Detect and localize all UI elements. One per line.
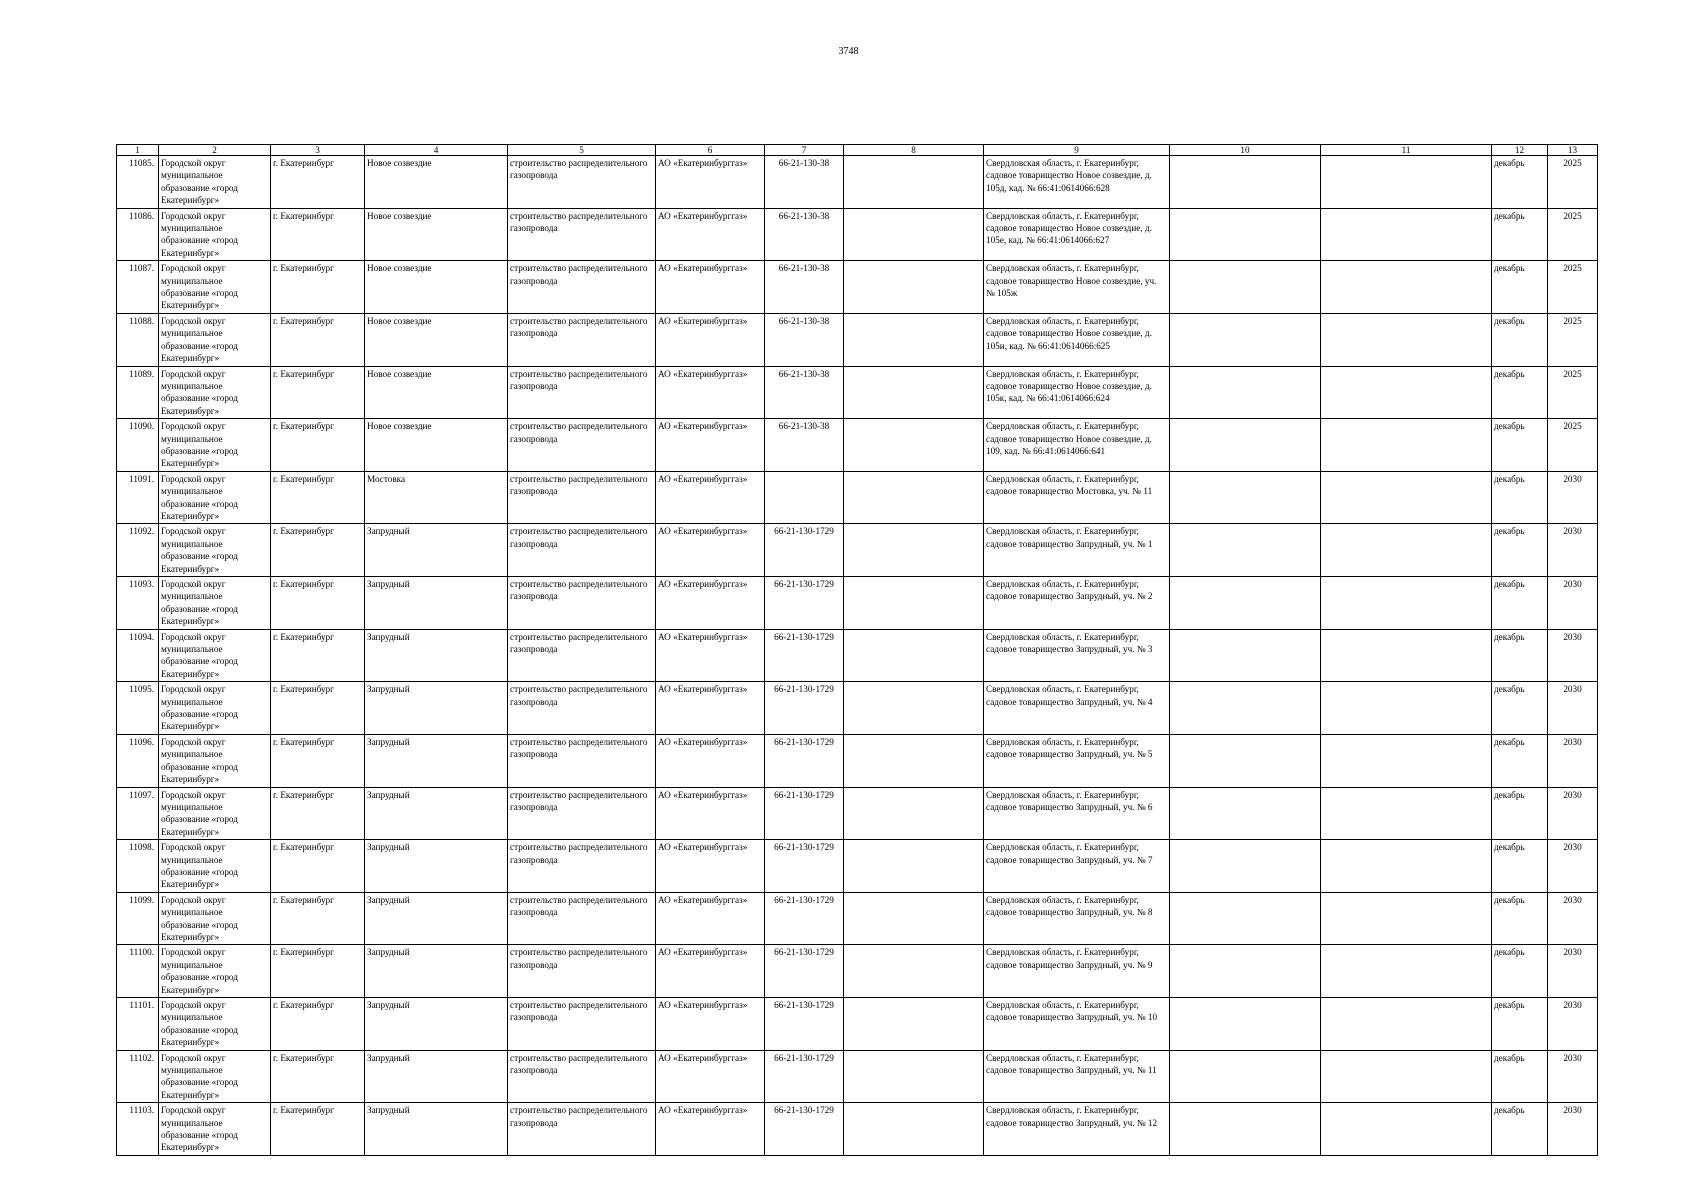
row-number: 11092. [117, 524, 159, 577]
column-8-cell [844, 1103, 984, 1156]
column-11-cell [1321, 1103, 1492, 1156]
city-cell: г. Екатеринбург [271, 787, 365, 840]
month-cell: декабрь [1492, 734, 1548, 787]
organization-cell: АО «Екатеринбурггаз» [656, 998, 765, 1051]
owner-cell: Городской округ муниципальное образование «город Екатеринбург» [159, 471, 271, 524]
work-cell: строительство распределительного газопровода [508, 366, 656, 419]
year-cell: 2030 [1548, 629, 1598, 682]
row-number: 11101. [117, 998, 159, 1051]
address-cell: Свердловская область, г. Екатеринбург, садовое товарищество Запрудный, уч. № 10 [984, 998, 1170, 1051]
column-header: 13 [1548, 145, 1598, 156]
month-cell: декабрь [1492, 471, 1548, 524]
month-cell: декабрь [1492, 998, 1548, 1051]
code-cell: 66-21-130-38 [765, 313, 844, 366]
column-8-cell [844, 313, 984, 366]
year-cell: 2030 [1548, 840, 1598, 893]
month-cell: декабрь [1492, 261, 1548, 314]
table-row [117, 208, 1598, 261]
address-cell: Свердловская область, г. Екатеринбург, садовое товарищество Запрудный, уч. № 3 [984, 629, 1170, 682]
address-cell: Свердловская область, г. Екатеринбург, садовое товарищество Новое созвездие, д. 105и, кад. № 66:41:0614066:625 [984, 313, 1170, 366]
column-header: 11 [1321, 145, 1492, 156]
column-10-cell [1170, 577, 1321, 630]
code-cell: 66-21-130-1729 [765, 734, 844, 787]
work-cell: строительство распределительного газопровода [508, 734, 656, 787]
work-cell: строительство распределительного газопровода [508, 156, 656, 209]
work-cell: строительство распределительного газопровода [508, 1103, 656, 1156]
address-cell: Свердловская область, г. Екатеринбург, садовое товарищество Запрудный, уч. № 9 [984, 945, 1170, 998]
city-cell: г. Екатеринбург [271, 208, 365, 261]
year-cell: 2030 [1548, 682, 1598, 735]
column-10-cell [1170, 1103, 1321, 1156]
year-cell: 2030 [1548, 471, 1598, 524]
work-cell: строительство распределительного газопровода [508, 629, 656, 682]
organization-cell: АО «Екатеринбурггаз» [656, 577, 765, 630]
column-8-cell [844, 998, 984, 1051]
place-cell: Запрудный [365, 945, 508, 998]
organization-cell: АО «Екатеринбурггаз» [656, 261, 765, 314]
place-cell: Новое созвездие [365, 156, 508, 209]
owner-cell: Городской округ муниципальное образование «город Екатеринбург» [159, 208, 271, 261]
organization-cell: АО «Екатеринбурггаз» [656, 1103, 765, 1156]
column-11-cell [1321, 998, 1492, 1051]
code-cell: 66-21-130-38 [765, 208, 844, 261]
code-cell: 66-21-130-1729 [765, 524, 844, 577]
city-cell: г. Екатеринбург [271, 577, 365, 630]
code-cell: 66-21-130-1729 [765, 629, 844, 682]
year-cell: 2030 [1548, 945, 1598, 998]
work-cell: строительство распределительного газопровода [508, 998, 656, 1051]
column-8-cell [844, 629, 984, 682]
place-cell: Новое созвездие [365, 313, 508, 366]
table-row [117, 313, 1598, 366]
work-cell: строительство распределительного газопровода [508, 892, 656, 945]
column-11-cell [1321, 840, 1492, 893]
city-cell: г. Екатеринбург [271, 419, 365, 472]
column-11-cell [1321, 1050, 1492, 1103]
column-10-cell [1170, 840, 1321, 893]
table-row [117, 734, 1598, 787]
work-cell: строительство распределительного газопровода [508, 419, 656, 472]
column-10-cell [1170, 313, 1321, 366]
column-8-cell [844, 366, 984, 419]
month-cell: декабрь [1492, 156, 1548, 209]
column-8-cell [844, 840, 984, 893]
code-cell: 66-21-130-1729 [765, 682, 844, 735]
row-number: 11089. [117, 366, 159, 419]
table-row [117, 524, 1598, 577]
owner-cell: Городской округ муниципальное образование «город Екатеринбург» [159, 682, 271, 735]
address-cell: Свердловская область, г. Екатеринбург, садовое товарищество Новое созвездие, уч. № 105ж [984, 261, 1170, 314]
year-cell: 2025 [1548, 156, 1598, 209]
month-cell: декабрь [1492, 1050, 1548, 1103]
row-number: 11096. [117, 734, 159, 787]
column-8-cell [844, 734, 984, 787]
column-11-cell [1321, 629, 1492, 682]
month-cell: декабрь [1492, 892, 1548, 945]
month-cell: декабрь [1492, 366, 1548, 419]
table-row [117, 261, 1598, 314]
row-number: 11088. [117, 313, 159, 366]
column-11-cell [1321, 156, 1492, 209]
column-8-cell [844, 892, 984, 945]
address-cell: Свердловская область, г. Екатеринбург, садовое товарищество Запрудный, уч. № 2 [984, 577, 1170, 630]
city-cell: г. Екатеринбург [271, 945, 365, 998]
column-8-cell [844, 577, 984, 630]
year-cell: 2030 [1548, 524, 1598, 577]
row-number: 11099. [117, 892, 159, 945]
row-number: 11090. [117, 419, 159, 472]
column-10-cell [1170, 787, 1321, 840]
owner-cell: Городской округ муниципальное образование «город Екатеринбург» [159, 787, 271, 840]
code-cell: 66-21-130-1729 [765, 998, 844, 1051]
owner-cell: Городской округ муниципальное образование «город Екатеринбург» [159, 419, 271, 472]
organization-cell: АО «Екатеринбурггаз» [656, 787, 765, 840]
organization-cell: АО «Екатеринбурггаз» [656, 471, 765, 524]
month-cell: декабрь [1492, 840, 1548, 893]
work-cell: строительство распределительного газопровода [508, 524, 656, 577]
month-cell: декабрь [1492, 208, 1548, 261]
work-cell: строительство распределительного газопровода [508, 840, 656, 893]
address-cell: Свердловская область, г. Екатеринбург, садовое товарищество Запрудный, уч. № 1 [984, 524, 1170, 577]
column-11-cell [1321, 208, 1492, 261]
code-cell: 66-21-130-38 [765, 366, 844, 419]
work-cell: строительство распределительного газопровода [508, 313, 656, 366]
year-cell: 2030 [1548, 892, 1598, 945]
city-cell: г. Екатеринбург [271, 892, 365, 945]
column-11-cell [1321, 524, 1492, 577]
column-header: 12 [1492, 145, 1548, 156]
place-cell: Новое созвездие [365, 208, 508, 261]
column-11-cell [1321, 419, 1492, 472]
work-cell: строительство распределительного газопровода [508, 471, 656, 524]
city-cell: г. Екатеринбург [271, 156, 365, 209]
month-cell: декабрь [1492, 577, 1548, 630]
column-10-cell [1170, 471, 1321, 524]
place-cell: Запрудный [365, 787, 508, 840]
year-cell: 2025 [1548, 313, 1598, 366]
owner-cell: Городской округ муниципальное образование «город Екатеринбург» [159, 629, 271, 682]
city-cell: г. Екатеринбург [271, 629, 365, 682]
organization-cell: АО «Екатеринбурггаз» [656, 734, 765, 787]
row-number: 11098. [117, 840, 159, 893]
row-number: 11102. [117, 1050, 159, 1103]
work-cell: строительство распределительного газопровода [508, 208, 656, 261]
table-row [117, 1050, 1598, 1103]
code-cell: 66-21-130-1729 [765, 892, 844, 945]
year-cell: 2025 [1548, 366, 1598, 419]
row-number: 11095. [117, 682, 159, 735]
column-10-cell [1170, 156, 1321, 209]
table-row [117, 945, 1598, 998]
table-body [117, 156, 1598, 1156]
column-11-cell [1321, 734, 1492, 787]
table-row [117, 156, 1598, 209]
column-header: 4 [365, 145, 508, 156]
row-number: 11094. [117, 629, 159, 682]
place-cell: Запрудный [365, 734, 508, 787]
work-cell: строительство распределительного газопровода [508, 1050, 656, 1103]
owner-cell: Городской округ муниципальное образование «город Екатеринбург» [159, 366, 271, 419]
column-header: 1 [117, 145, 159, 156]
city-cell: г. Екатеринбург [271, 682, 365, 735]
table-row [117, 471, 1598, 524]
owner-cell: Городской округ муниципальное образование «город Екатеринбург» [159, 261, 271, 314]
organization-cell: АО «Екатеринбурггаз» [656, 945, 765, 998]
owner-cell: Городской округ муниципальное образование «город Екатеринбург» [159, 1050, 271, 1103]
city-cell: г. Екатеринбург [271, 734, 365, 787]
row-number: 11087. [117, 261, 159, 314]
row-number: 11103. [117, 1103, 159, 1156]
work-cell: строительство распределительного газопровода [508, 261, 656, 314]
address-cell: Свердловская область, г. Екатеринбург, садовое товарищество Запрудный, уч. № 8 [984, 892, 1170, 945]
city-cell: г. Екатеринбург [271, 471, 365, 524]
code-cell [765, 471, 844, 524]
owner-cell: Городской округ муниципальное образование «город Екатеринбург» [159, 156, 271, 209]
row-number: 11091. [117, 471, 159, 524]
column-8-cell [844, 419, 984, 472]
address-cell: Свердловская область, г. Екатеринбург, садовое товарищество Новое созвездие, д. 109, кад. № 66:41:0614066:641 [984, 419, 1170, 472]
month-cell: декабрь [1492, 787, 1548, 840]
owner-cell: Городской округ муниципальное образование «город Екатеринбург» [159, 892, 271, 945]
work-cell: строительство распределительного газопровода [508, 945, 656, 998]
column-10-cell [1170, 734, 1321, 787]
code-cell: 66-21-130-38 [765, 261, 844, 314]
owner-cell: Городской округ муниципальное образование «город Екатеринбург» [159, 1103, 271, 1156]
work-cell: строительство распределительного газопровода [508, 682, 656, 735]
table-row [117, 787, 1598, 840]
city-cell: г. Екатеринбург [271, 840, 365, 893]
owner-cell: Городской округ муниципальное образование «город Екатеринбург» [159, 998, 271, 1051]
column-10-cell [1170, 998, 1321, 1051]
place-cell: Новое созвездие [365, 419, 508, 472]
month-cell: декабрь [1492, 313, 1548, 366]
column-11-cell [1321, 945, 1492, 998]
column-header: 8 [844, 145, 984, 156]
address-cell: Свердловская область, г. Екатеринбург, садовое товарищество Мостовка, уч. № 11 [984, 471, 1170, 524]
address-cell: Свердловская область, г. Екатеринбург, садовое товарищество Запрудный, уч. № 7 [984, 840, 1170, 893]
column-10-cell [1170, 629, 1321, 682]
organization-cell: АО «Екатеринбурггаз» [656, 1050, 765, 1103]
city-cell: г. Екатеринбург [271, 366, 365, 419]
table-row [117, 1103, 1598, 1156]
owner-cell: Городской округ муниципальное образование «город Екатеринбург» [159, 577, 271, 630]
column-8-cell [844, 471, 984, 524]
column-10-cell [1170, 682, 1321, 735]
year-cell: 2030 [1548, 787, 1598, 840]
address-cell: Свердловская область, г. Екатеринбург, садовое товарищество Новое созвездие, д. 105д, кад. № 66:41:0614066:628 [984, 156, 1170, 209]
column-10-cell [1170, 208, 1321, 261]
place-cell: Запрудный [365, 1050, 508, 1103]
column-10-cell [1170, 1050, 1321, 1103]
organization-cell: АО «Екатеринбурггаз» [656, 156, 765, 209]
organization-cell: АО «Екатеринбурггаз» [656, 208, 765, 261]
column-11-cell [1321, 366, 1492, 419]
owner-cell: Городской округ муниципальное образование «город Екатеринбург» [159, 313, 271, 366]
owner-cell: Городской округ муниципальное образование «город Екатеринбург» [159, 945, 271, 998]
place-cell: Запрудный [365, 840, 508, 893]
column-number-row [117, 145, 1598, 156]
column-8-cell [844, 682, 984, 735]
column-8-cell [844, 787, 984, 840]
column-8-cell [844, 208, 984, 261]
month-cell: декабрь [1492, 419, 1548, 472]
place-cell: Новое созвездие [365, 366, 508, 419]
column-11-cell [1321, 787, 1492, 840]
column-10-cell [1170, 366, 1321, 419]
month-cell: декабрь [1492, 629, 1548, 682]
year-cell: 2030 [1548, 734, 1598, 787]
column-10-cell [1170, 524, 1321, 577]
month-cell: декабрь [1492, 945, 1548, 998]
owner-cell: Городской округ муниципальное образование «город Екатеринбург» [159, 524, 271, 577]
table-row [117, 682, 1598, 735]
organization-cell: АО «Екатеринбурггаз» [656, 840, 765, 893]
city-cell: г. Екатеринбург [271, 524, 365, 577]
table-row [117, 840, 1598, 893]
column-11-cell [1321, 313, 1492, 366]
column-11-cell [1321, 471, 1492, 524]
column-header: 9 [984, 145, 1170, 156]
owner-cell: Городской округ муниципальное образование «город Екатеринбург» [159, 840, 271, 893]
table-row [117, 629, 1598, 682]
column-11-cell [1321, 577, 1492, 630]
table-row [117, 577, 1598, 630]
city-cell: г. Екатеринбург [271, 998, 365, 1051]
organization-cell: АО «Екатеринбурггаз» [656, 366, 765, 419]
address-cell: Свердловская область, г. Екатеринбург, садовое товарищество Запрудный, уч. № 4 [984, 682, 1170, 735]
code-cell: 66-21-130-1729 [765, 1050, 844, 1103]
work-cell: строительство распределительного газопровода [508, 577, 656, 630]
row-number: 11097. [117, 787, 159, 840]
row-number: 11085. [117, 156, 159, 209]
address-cell: Свердловская область, г. Екатеринбург, садовое товарищество Запрудный, уч. № 11 [984, 1050, 1170, 1103]
column-header: 6 [656, 145, 765, 156]
city-cell: г. Екатеринбург [271, 313, 365, 366]
place-cell: Новое созвездие [365, 261, 508, 314]
address-cell: Свердловская область, г. Екатеринбург, садовое товарищество Запрудный, уч. № 5 [984, 734, 1170, 787]
year-cell: 2030 [1548, 1103, 1598, 1156]
year-cell: 2025 [1548, 208, 1598, 261]
place-cell: Запрудный [365, 1103, 508, 1156]
code-cell: 66-21-130-1729 [765, 577, 844, 630]
row-number: 11100. [117, 945, 159, 998]
place-cell: Запрудный [365, 629, 508, 682]
column-header: 7 [765, 145, 844, 156]
organization-cell: АО «Екатеринбурггаз» [656, 524, 765, 577]
code-cell: 66-21-130-1729 [765, 787, 844, 840]
register-table [116, 144, 1598, 1156]
page-number: 3748 [838, 46, 859, 57]
code-cell: 66-21-130-38 [765, 419, 844, 472]
code-cell: 66-21-130-1729 [765, 840, 844, 893]
year-cell: 2030 [1548, 1050, 1598, 1103]
column-10-cell [1170, 892, 1321, 945]
place-cell: Запрудный [365, 577, 508, 630]
column-header: 5 [508, 145, 656, 156]
column-header: 3 [271, 145, 365, 156]
address-cell: Свердловская область, г. Екатеринбург, садовое товарищество Новое созвездие, д. 105е, кад. № 66:41:0614066:627 [984, 208, 1170, 261]
column-10-cell [1170, 945, 1321, 998]
table-row [117, 419, 1598, 472]
organization-cell: АО «Екатеринбурггаз» [656, 682, 765, 735]
column-10-cell [1170, 419, 1321, 472]
place-cell: Запрудный [365, 892, 508, 945]
code-cell: 66-21-130-38 [765, 156, 844, 209]
year-cell: 2025 [1548, 261, 1598, 314]
table-row [117, 892, 1598, 945]
column-11-cell [1321, 261, 1492, 314]
organization-cell: АО «Екатеринбурггаз» [656, 892, 765, 945]
row-number: 11093. [117, 577, 159, 630]
work-cell: строительство распределительного газопровода [508, 787, 656, 840]
year-cell: 2030 [1548, 577, 1598, 630]
code-cell: 66-21-130-1729 [765, 1103, 844, 1156]
organization-cell: АО «Екатеринбурггаз» [656, 629, 765, 682]
month-cell: декабрь [1492, 1103, 1548, 1156]
address-cell: Свердловская область, г. Екатеринбург, садовое товарищество Запрудный, уч. № 6 [984, 787, 1170, 840]
column-8-cell [844, 945, 984, 998]
column-8-cell [844, 156, 984, 209]
column-11-cell [1321, 682, 1492, 735]
month-cell: декабрь [1492, 682, 1548, 735]
code-cell: 66-21-130-1729 [765, 945, 844, 998]
column-10-cell [1170, 261, 1321, 314]
column-11-cell [1321, 892, 1492, 945]
address-cell: Свердловская область, г. Екатеринбург, садовое товарищество Новое созвездие, д. 105к, кад. № 66:41:0614066:624 [984, 366, 1170, 419]
column-8-cell [844, 524, 984, 577]
owner-cell: Городской округ муниципальное образование «город Екатеринбург» [159, 734, 271, 787]
place-cell: Запрудный [365, 682, 508, 735]
year-cell: 2030 [1548, 998, 1598, 1051]
column-header: 2 [159, 145, 271, 156]
year-cell: 2025 [1548, 419, 1598, 472]
column-8-cell [844, 261, 984, 314]
table-row [117, 366, 1598, 419]
organization-cell: АО «Екатеринбурггаз» [656, 419, 765, 472]
address-cell: Свердловская область, г. Екатеринбург, садовое товарищество Запрудный, уч. № 12 [984, 1103, 1170, 1156]
city-cell: г. Екатеринбург [271, 261, 365, 314]
city-cell: г. Екатеринбург [271, 1050, 365, 1103]
place-cell: Запрудный [365, 524, 508, 577]
place-cell: Мостовка [365, 471, 508, 524]
month-cell: декабрь [1492, 524, 1548, 577]
column-header: 10 [1170, 145, 1321, 156]
row-number: 11086. [117, 208, 159, 261]
organization-cell: АО «Екатеринбурггаз» [656, 313, 765, 366]
column-8-cell [844, 1050, 984, 1103]
table-row [117, 998, 1598, 1051]
place-cell: Запрудный [365, 998, 508, 1051]
city-cell: г. Екатеринбург [271, 1103, 365, 1156]
